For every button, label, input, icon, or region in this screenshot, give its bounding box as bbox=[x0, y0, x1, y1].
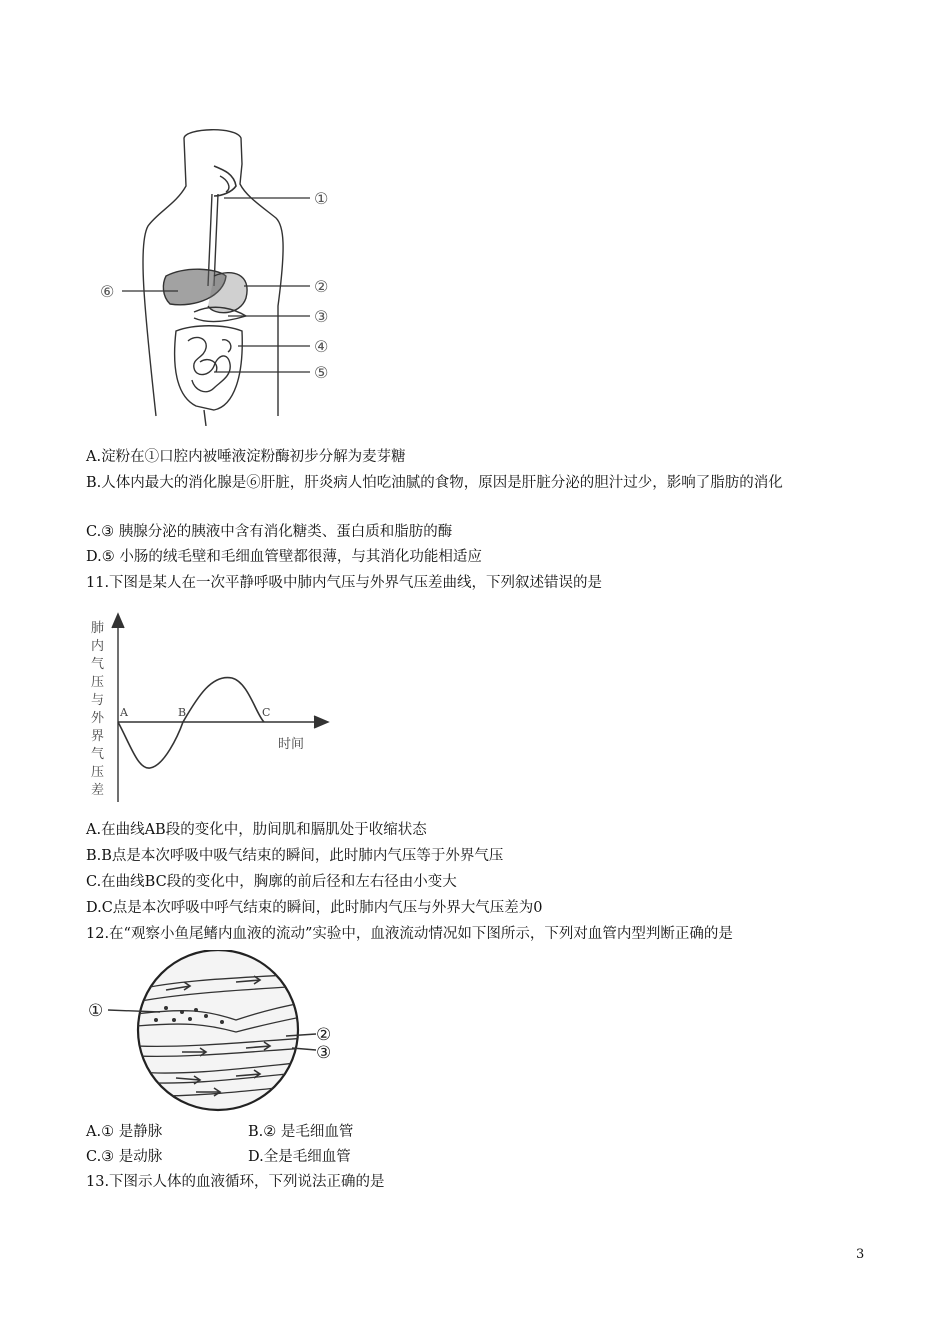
pressure-curve-figure bbox=[88, 606, 338, 806]
q11-option-d: D.C点是本次呼吸中呼气结束的瞬间，此时肺内气压与外界大气压差为0 bbox=[86, 900, 543, 916]
q10-option-b: B.人体内最大的消化腺是⑥肝脏，肝炎病人怕吃油腻的食物，原因是肝脏分泌的胆汁过少，影响了脂肪的消化 bbox=[86, 475, 783, 491]
q12-option-b: B.② 是毛细血管 bbox=[248, 1124, 354, 1140]
label-6: ⑥ bbox=[100, 282, 115, 301]
q12-options-row1 bbox=[86, 1122, 486, 1142]
y-label-4: 与 bbox=[91, 693, 105, 708]
label-5: ⑤ bbox=[314, 363, 329, 382]
y-label-5: 外 bbox=[91, 711, 105, 726]
y-label-7: 气 bbox=[91, 747, 105, 762]
y-label-0: 肺 bbox=[91, 621, 105, 636]
label-1: ① bbox=[314, 189, 329, 208]
blood-vessel-figure bbox=[86, 950, 346, 1120]
q11-option-b: B.B点是本次呼吸中吸气结束的瞬间，此时肺内气压等于外界气压 bbox=[86, 848, 504, 864]
q12-options-row2 bbox=[86, 1147, 486, 1167]
y-label-9: 差 bbox=[91, 783, 105, 798]
q12-option-a: A.① 是静脉 bbox=[86, 1124, 163, 1140]
q11-stem: 11.下图是某人在一次平静呼吸中肺内气压与外界气压差曲线，下列叙述错误的是 bbox=[86, 575, 603, 591]
q11-option-c: C.在曲线BC段的变化中，胸廓的前后径和左右径由小变大 bbox=[86, 874, 457, 890]
vessel-label-2: ② bbox=[316, 1025, 332, 1045]
point-b: B bbox=[178, 706, 187, 719]
label-4: ④ bbox=[314, 337, 329, 356]
vessel-label-1: ① bbox=[88, 1001, 104, 1021]
q11-option-a: A.在曲线AB段的变化中，肋间肌和膈肌处于收缩状态 bbox=[86, 822, 427, 838]
y-label-2: 气 bbox=[91, 657, 105, 672]
q10-option-d: D.⑤ 小肠的绒毛壁和毛细血管壁都很薄，与其消化功能相适应 bbox=[86, 549, 482, 565]
q10-option-a: A.淀粉在①口腔内被唾液淀粉酶初步分解为麦芽糖 bbox=[86, 449, 406, 465]
label-2: ② bbox=[314, 277, 329, 296]
point-a: A bbox=[120, 706, 128, 719]
pressure-curve bbox=[118, 678, 264, 769]
vessel-label-3: ③ bbox=[316, 1043, 332, 1063]
digestive-system-figure bbox=[96, 126, 356, 426]
label-3: ③ bbox=[314, 307, 329, 326]
q12-option-d: D.全是毛细血管 bbox=[248, 1149, 351, 1165]
q12-option-c: C.③ 是动脉 bbox=[86, 1149, 163, 1165]
point-c: C bbox=[262, 706, 271, 719]
q12-stem: 12.在“观察小鱼尾鳍内血液的流动”实验中，血液流动情况如下图所示，下列对血管内型判断正确的是 bbox=[86, 926, 733, 942]
q13-stem: 13.下图示人体的血液循环，下列说法正确的是 bbox=[86, 1174, 385, 1190]
x-label: 时间 bbox=[278, 737, 305, 752]
q10-option-c: C.③ 胰腺分泌的胰液中含有消化糖类、蛋白质和脂肪的酶 bbox=[86, 524, 453, 540]
y-label-3: 压 bbox=[91, 675, 105, 690]
y-label-6: 界 bbox=[91, 729, 105, 744]
page-number: 3 bbox=[856, 1247, 865, 1262]
y-label-8: 压 bbox=[91, 765, 105, 780]
y-label-1: 内 bbox=[91, 639, 105, 654]
